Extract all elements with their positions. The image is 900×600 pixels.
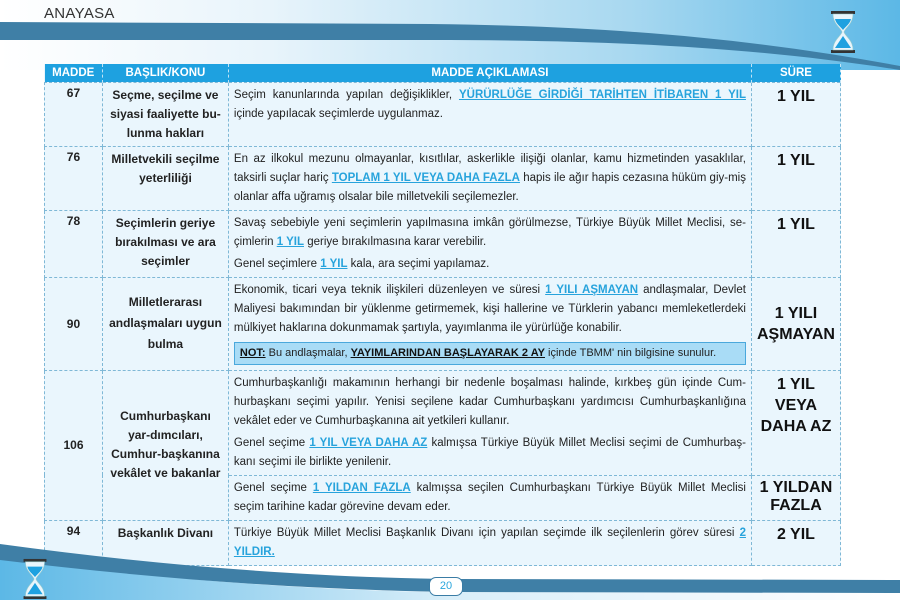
madde-description: Türkiye Büyük Millet Meclisi Başkanlık Divanı için yapılan seçimde ilk seçilenlerin görev süresi 2 YILDIR.	[228, 520, 751, 565]
header-madde: MADDE	[45, 64, 103, 82]
note-label: NOT:	[239, 346, 266, 359]
highlight-text: TOPLAM 1 YIL VEYA DAHA FAZLA	[331, 171, 520, 184]
page-number: 20	[429, 577, 463, 596]
table-row	[45, 370, 841, 475]
table-header-row	[45, 64, 841, 82]
madde-title: Seçimlerin geriye bırakılması ve ara seçimler	[102, 210, 228, 277]
highlight-text: 2 YILDIR.	[233, 526, 746, 558]
madde-description: Genel seçime 1 YILDAN FAZLA kalmışsa seçilen Cumhurbaşkanı Türkiye Büyük Millet Meclisi seçim tarihine kadar görevine devam eder.	[228, 475, 751, 520]
madde-number: 78	[45, 210, 103, 277]
table-row	[45, 82, 841, 146]
madde-description: Ekonomik, ticari veya teknik ilişkileri düzenleyen ve süresi 1 YILI AŞMAYAN andlaşmalar, Devlet Maliyesi bakımından bir yüklenme getirmemek, kişi hallerine ve Türklerin yabancı memleketlerdeki mülkiyet haklarına dokunmamak şartıyla, yayımlanma ile yürürlüğe konabilir. NOT: Bu andlaşmalar, YAYIMLARINDAN BAŞLAYARAK 2 AY içinde TBMM' nin bilgisine sunulur.	[228, 277, 751, 370]
madde-number: 90	[45, 277, 103, 370]
duration: 2 YIL	[751, 520, 840, 565]
note-box: NOT: Bu andlaşmalar, YAYIMLARINDAN BAŞLAYARAK 2 AY içinde TBMM' nin bilgisine sunulur.	[234, 342, 746, 365]
page-title: ANAYASA	[44, 5, 115, 22]
duration: 1 YILDAN FAZLA	[751, 475, 840, 520]
table-row	[45, 277, 841, 370]
duration: 1 YIL	[751, 210, 840, 277]
duration: 1 YIL	[751, 82, 840, 146]
highlight-text: 1 YILI AŞMAYAN	[545, 283, 639, 296]
madde-number: 67	[45, 82, 103, 146]
highlight-text: 1 YIL	[276, 235, 304, 248]
header-aciklama: MADDE AÇIKLAMASI	[228, 64, 751, 82]
madde-description: En az ilkokul mezunu olmayanlar, kısıtlılar, askerlikle ilişiği olanlar, kamu hizmetinden yasaklılar, taksirli suçlar hariç TOPLAM 1 YIL VEYA DAHA FAZLA hapis ile ağır hapis cezasına hüküm giy-miş olanlar affa uğramış olsalar bile milletvekili seçilemezler.	[228, 146, 751, 210]
madde-title: Seçme, seçilme ve siyasi faaliyette bu-lunma hakları	[102, 82, 228, 146]
table-row	[45, 146, 841, 210]
duration: 1 YIL	[751, 146, 840, 210]
header-wave	[0, 0, 900, 70]
highlight-text: YÜRÜRLÜĞE GİRDİĞİ TARİHTEN İTİBAREN 1 YIL	[458, 88, 746, 101]
highlight-text: 1 YILDAN FAZLA	[312, 481, 411, 494]
madde-number: 94	[45, 520, 103, 565]
duration: 1 YIL VEYA DAHA AZ	[751, 370, 840, 475]
madde-title: Başkanlık Divanı	[102, 520, 228, 565]
madde-description: Cumhurbaşkanlığı makamının herhangi bir nedenle boşalması halinde, kırkbeş gün içinde Cum-hurbaşkanı seçimi yapılır. Yenisi seçilene kadar Cumhurbaşkanı yardımcısı Cumhurbaşkanlığına vekâlet eder ve Cumhurbaşkanına ait yetkileri kullanır. Genel seçime 1 YIL VEYA DAHA AZ kalmışsa Türkiye Büyük Millet Meclisi seçimi de Cumhurbaş-kanı seçimi ile birlikte yenilenir.	[228, 370, 751, 475]
table-row	[45, 210, 841, 277]
highlight-text: 1 YIL VEYA DAHA AZ	[309, 436, 428, 449]
madde-title: Milletvekili seçilme yeterliliği	[102, 146, 228, 210]
madde-description: Savaş sebebiyle yeni seçimlerin yapılmasına imkân görülmezse, Türkiye Büyük Millet Meclisi, se-çimlerin 1 YIL geriye bırakılmasına karar verebilir. Genel seçimlere 1 YIL kala, ara seçimi yapılamaz.	[228, 210, 751, 277]
hourglass-icon	[22, 558, 48, 600]
madde-title: Milletlerarası andlaşmaları uygun bulma	[102, 277, 228, 370]
highlight-text: 1 YIL	[320, 257, 348, 270]
header-baslik: BAŞLIK/KONU	[102, 64, 228, 82]
madde-number: 106	[45, 370, 103, 520]
madde-title: Cumhurbaşkanı yar-dımcıları, Cumhur-başkanına vekâlet ve bakanlar	[102, 370, 228, 520]
hourglass-icon	[830, 10, 856, 54]
madde-number: 76	[45, 146, 103, 210]
duration: 1 YILI AŞMAYAN	[751, 277, 840, 370]
header-sure: SÜRE	[751, 64, 840, 82]
madde-table	[44, 64, 841, 566]
note-highlight: YAYIMLARINDAN BAŞLAYARAK 2 AY	[350, 346, 545, 359]
madde-description: Seçim kanunlarında yapılan değişiklikler, YÜRÜRLÜĞE GİRDİĞİ TARİHTEN İTİBAREN 1 YIL içinde yapılacak seçimlerde uygulanmaz.	[228, 82, 751, 146]
